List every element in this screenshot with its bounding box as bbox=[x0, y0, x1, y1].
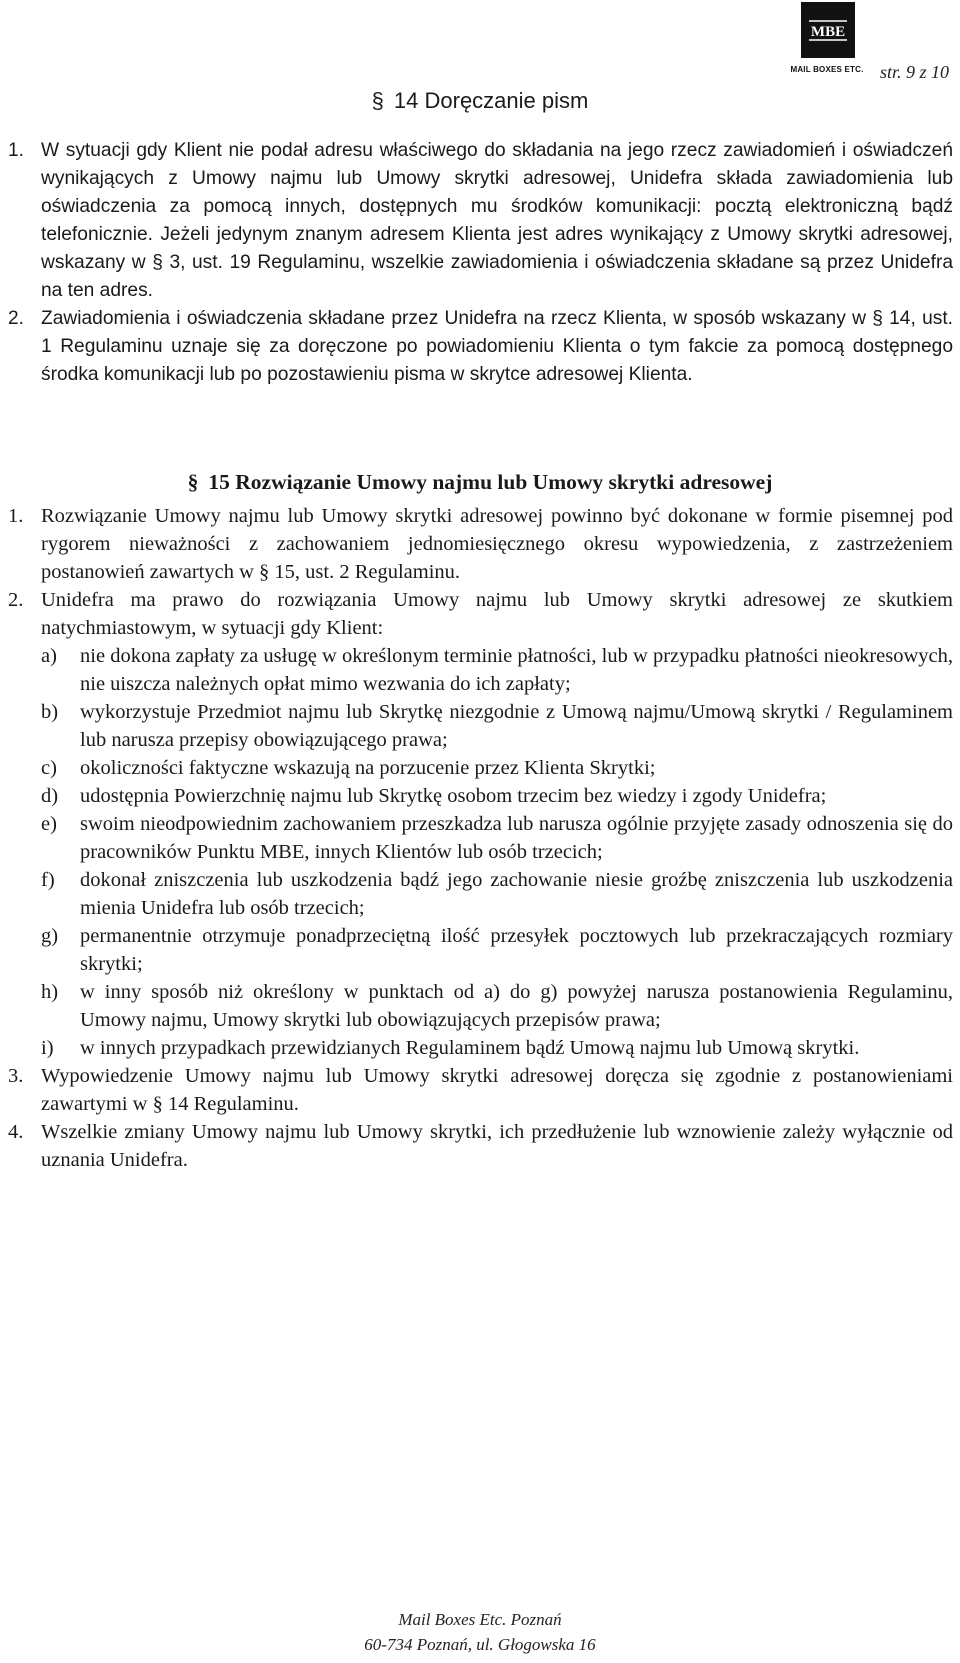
sub-item bbox=[8, 642, 953, 698]
section-15-list bbox=[8, 502, 953, 1174]
sub-item bbox=[8, 698, 953, 754]
section-sign: § bbox=[187, 470, 199, 494]
sub-item-letter: h) bbox=[41, 981, 59, 1003]
sub-item-text: permanentnie otrzymuje ponadprzeciętną ilość przesyłek pocztowych lub przekraczających rozmiary skrytki; bbox=[80, 925, 953, 975]
sub-item-letter: f) bbox=[41, 869, 55, 891]
sub-item-text: wykorzystuje Przedmiot najmu lub Skrytkę niezgodnie z Umową najmu/Umową skrytki / Regulaminem lub narusza przepisy obowiązującego prawa; bbox=[80, 701, 953, 751]
list-item bbox=[8, 1062, 953, 1118]
item-number: 3. bbox=[8, 1065, 24, 1087]
sub-item-text: nie dokona zapłaty za usługę w określonym terminie płatności, lub w przypadku płatności nieokresowych, nie uiszcza należnych opłat mimo wezwania do ich zapłaty; bbox=[80, 645, 953, 695]
logo-wordmark: MAIL BOXES ETC. bbox=[790, 65, 864, 74]
section-14-title: 14 Doręczanie pism bbox=[393, 88, 589, 113]
item-number: 1. bbox=[8, 505, 24, 527]
item-text: W sytuacji gdy Klient nie podał adresu właściwego do składania na jego rzecz zawiadomień i oświadczeń wynikających z Umowy najmu lub Umowy skrytki adresowej, Unidefra składa zawiadomienia lub oświadczenia za pomocą innych, dostępnych mu środków komunikacji: pocztą elektroniczną bądź telefonicznie. bbox=[41, 140, 953, 245]
item-number: 2. bbox=[8, 308, 25, 329]
sub-item-letter: c) bbox=[41, 757, 57, 779]
mbe-logo bbox=[782, 2, 872, 78]
sub-item bbox=[8, 782, 953, 810]
sub-item-text: dokonał zniszczenia lub uszkodzenia bądź jego zachowanie niesie groźbę zniszczenia lub uszkodzenia mienia Unidefra lub osób trzecich; bbox=[80, 869, 953, 919]
footer-address: 60-734 Poznań, ul. Głogowska 16 bbox=[364, 1635, 596, 1654]
sub-item bbox=[8, 978, 953, 1034]
item-number: 4. bbox=[8, 1121, 24, 1143]
section-14-list bbox=[8, 137, 953, 389]
item-number: 2. bbox=[8, 589, 24, 611]
sub-item-text: w innych przypadkach przewidzianych Regulaminem bądź Umową najmu lub Umową skrytki. bbox=[80, 1037, 860, 1059]
sub-item-text: okoliczności faktyczne wskazują na porzucenie przez Klienta Skrytki; bbox=[80, 757, 656, 779]
section-15-title: 15 Rozwiązanie Umowy najmu lub Umowy skrytki adresowej bbox=[208, 470, 773, 494]
item-text: Zawiadomienia i oświadczenia składane przez Unidefra na rzecz Klienta, w sposób wskazany w § 14, ust. 1 Regulaminu uznaje się za doręczone po powiadomieniu Klienta o tym fakcie za pomocą dostępnego środka komunikacji lub po pozostawieniu pisma w skrytce adresowej Klienta. bbox=[41, 308, 953, 385]
page-number: str. 9 z 10 bbox=[880, 62, 950, 82]
sub-item bbox=[8, 866, 953, 922]
item-text: Rozwiązanie Umowy najmu lub Umowy skrytki adresowej powinno być dokonane w formie pisemnej pod rygorem nieważności z zachowaniem jednomiesięcznego okresu wypowiedzenia, z zastrzeżeniem postanowień zawartych w § 15, ust. 2 Regulaminu. bbox=[41, 505, 953, 583]
mbe-logo-mark bbox=[801, 2, 855, 58]
sub-item-letter: e) bbox=[41, 813, 57, 835]
item-text: Wypowiedzenie Umowy najmu lub Umowy skrytki adresowej doręcza się zgodnie z postanowieniami zawartymi w § 14 Regulaminu. bbox=[41, 1065, 953, 1115]
sub-item-letter: i) bbox=[41, 1037, 54, 1059]
item-text: Unidefra ma prawo do rozwiązania Umowy najmu lub Umowy skrytki adresowej ze skutkiem natychmiastowym, w sytuacji gdy Klient: bbox=[41, 589, 953, 639]
list-item bbox=[8, 137, 953, 305]
sub-item-letter: g) bbox=[41, 925, 59, 947]
item-number: 1. bbox=[8, 140, 25, 161]
sub-item-text: udostępnia Powierzchnię najmu lub Skrytkę osobom trzecim bez wiedzy i zgody Unidefra; bbox=[80, 785, 827, 807]
section-15-heading bbox=[0, 470, 960, 495]
sub-item bbox=[8, 754, 953, 782]
sub-item-text: swoim nieodpowiednim zachowaniem przeszkadza lub narusza ogólnie przyjęte zasady odnoszenia się do pracowników Punktu MBE, innych Klientów lub osób trzecich; bbox=[80, 813, 953, 863]
sub-item bbox=[8, 810, 953, 866]
section-sign: § bbox=[371, 88, 384, 113]
list-item bbox=[8, 305, 953, 389]
sub-item-text: w inny sposób niż określony w punktach od a) do g) powyżej narusza postanowienia Regulaminu, Umowy najmu, Umowy skrytki lub obowiązujących przepisów prawa; bbox=[80, 981, 953, 1031]
item-text: Wszelkie zmiany Umowy najmu lub Umowy skrytki, ich przedłużenie lub wznowienie zależy wyłącznie od uznania Unidefra. bbox=[41, 1121, 953, 1171]
list-item bbox=[8, 586, 953, 642]
sub-item-letter: a) bbox=[41, 645, 57, 667]
sub-item bbox=[8, 922, 953, 978]
footer-company: Mail Boxes Etc. Poznań bbox=[398, 1610, 562, 1629]
list-item bbox=[8, 1118, 953, 1174]
sub-item bbox=[8, 1034, 953, 1062]
logo-letters: MBE bbox=[810, 24, 846, 40]
sub-item-letter: d) bbox=[41, 785, 59, 807]
sub-item-letter: b) bbox=[41, 701, 59, 723]
item-text-continued: Jeżeli jedynym znanym adresem Klienta jest adres wynikający z Umowy skrytki adresowej, wskazany w § 3, ust. 19 Regulaminu, wszelkie zawiadomienia i oświadczenia składane są przez Unidefra na ten adres. bbox=[41, 224, 953, 301]
list-item bbox=[8, 502, 953, 586]
section-14-heading bbox=[0, 88, 960, 114]
